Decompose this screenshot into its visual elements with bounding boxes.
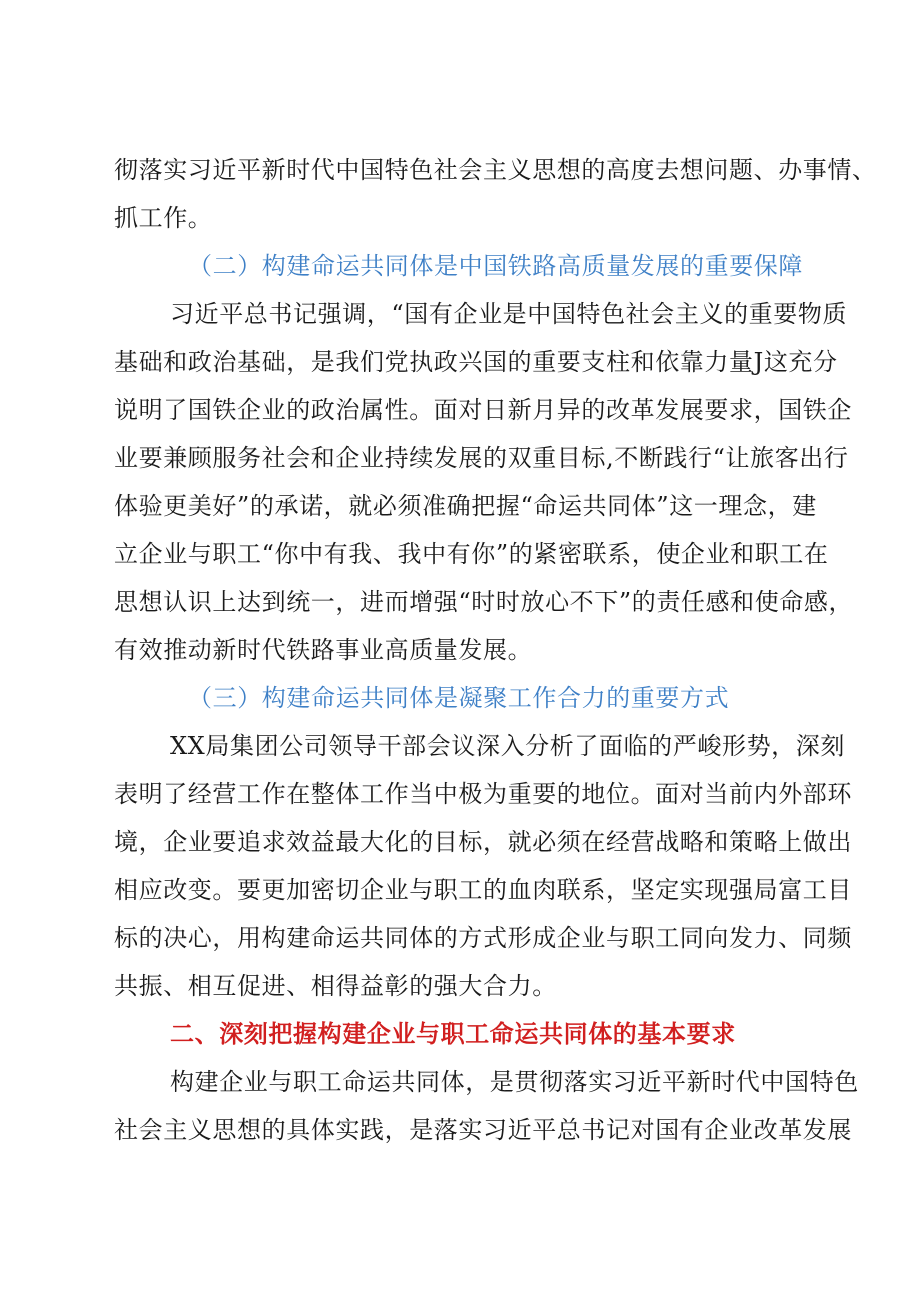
body-text-line: 基础和政治基础，是我们党执政兴国的重要支柱和依靠力量J这充分: [114, 348, 838, 376]
paragraph-first-line: XX局集团公司领导干部会议深入分析了面临的严峻形势，深刻: [170, 732, 845, 760]
body-text-line: 共振、相互促进、相得益彰的强大合力。: [114, 972, 557, 1000]
body-text-line: 彻落实习近平新时代中国特色社会主义思想的高度去想问题、办事情、: [114, 156, 877, 184]
body-text-line: 相应改变。要更加密切企业与职工的血肉联系，坚定实现强局富工目: [114, 876, 852, 904]
body-text-line: 立企业与职工“你中有我、我中有你”的紧密联系，使企业和职工在: [114, 540, 829, 568]
section-heading: 二、深刻把握构建企业与职工命运共同体的基本要求: [170, 1020, 736, 1048]
body-text-line: 思想认识上达到统一，进而增强“时时放心不下”的责任感和使命感，: [114, 588, 854, 616]
body-text-line: 业要兼顾服务社会和企业持续发展的双重目标,不断践行“让旅客出行: [114, 444, 849, 472]
section-subheading: （三）构建命运共同体是凝聚工作合力的重要方式: [188, 684, 730, 712]
body-text-line: 体验更美好”的承诺，就必须准确把握“命运共同体”这一理念，建: [114, 492, 817, 520]
body-text-line: 标的决心，用构建命运共同体的方式形成企业与职工同向发力、同频: [114, 924, 852, 952]
paragraph-first-line: 习近平总书记强调，“国有企业是中国特色社会主义的重要物质: [170, 300, 848, 328]
body-text-line: 说明了国铁企业的政治属性。面对日新月异的改革发展要求，国铁企: [114, 396, 852, 424]
paragraph-first-line: 构建企业与职工命运共同体，是贯彻落实习近平新时代中国特色: [170, 1068, 859, 1096]
body-text-line: 表明了经营工作在整体工作当中极为重要的地位。面对当前内外部环: [114, 780, 852, 808]
document-body: [114, 146, 877, 1154]
body-text-line: 社会主义思想的具体实践，是落实习近平总书记对国有企业改革发展: [114, 1116, 852, 1144]
body-text-line: 有效推动新时代铁路事业高质量发展。: [114, 636, 533, 664]
section-subheading: （二）构建命运共同体是中国铁路高质量发展的重要保障: [188, 252, 803, 280]
body-text-line: 抓工作。: [114, 204, 213, 232]
body-text-line: 境，企业要追求效益最大化的目标，就必须在经营战略和策略上做出: [114, 828, 852, 856]
